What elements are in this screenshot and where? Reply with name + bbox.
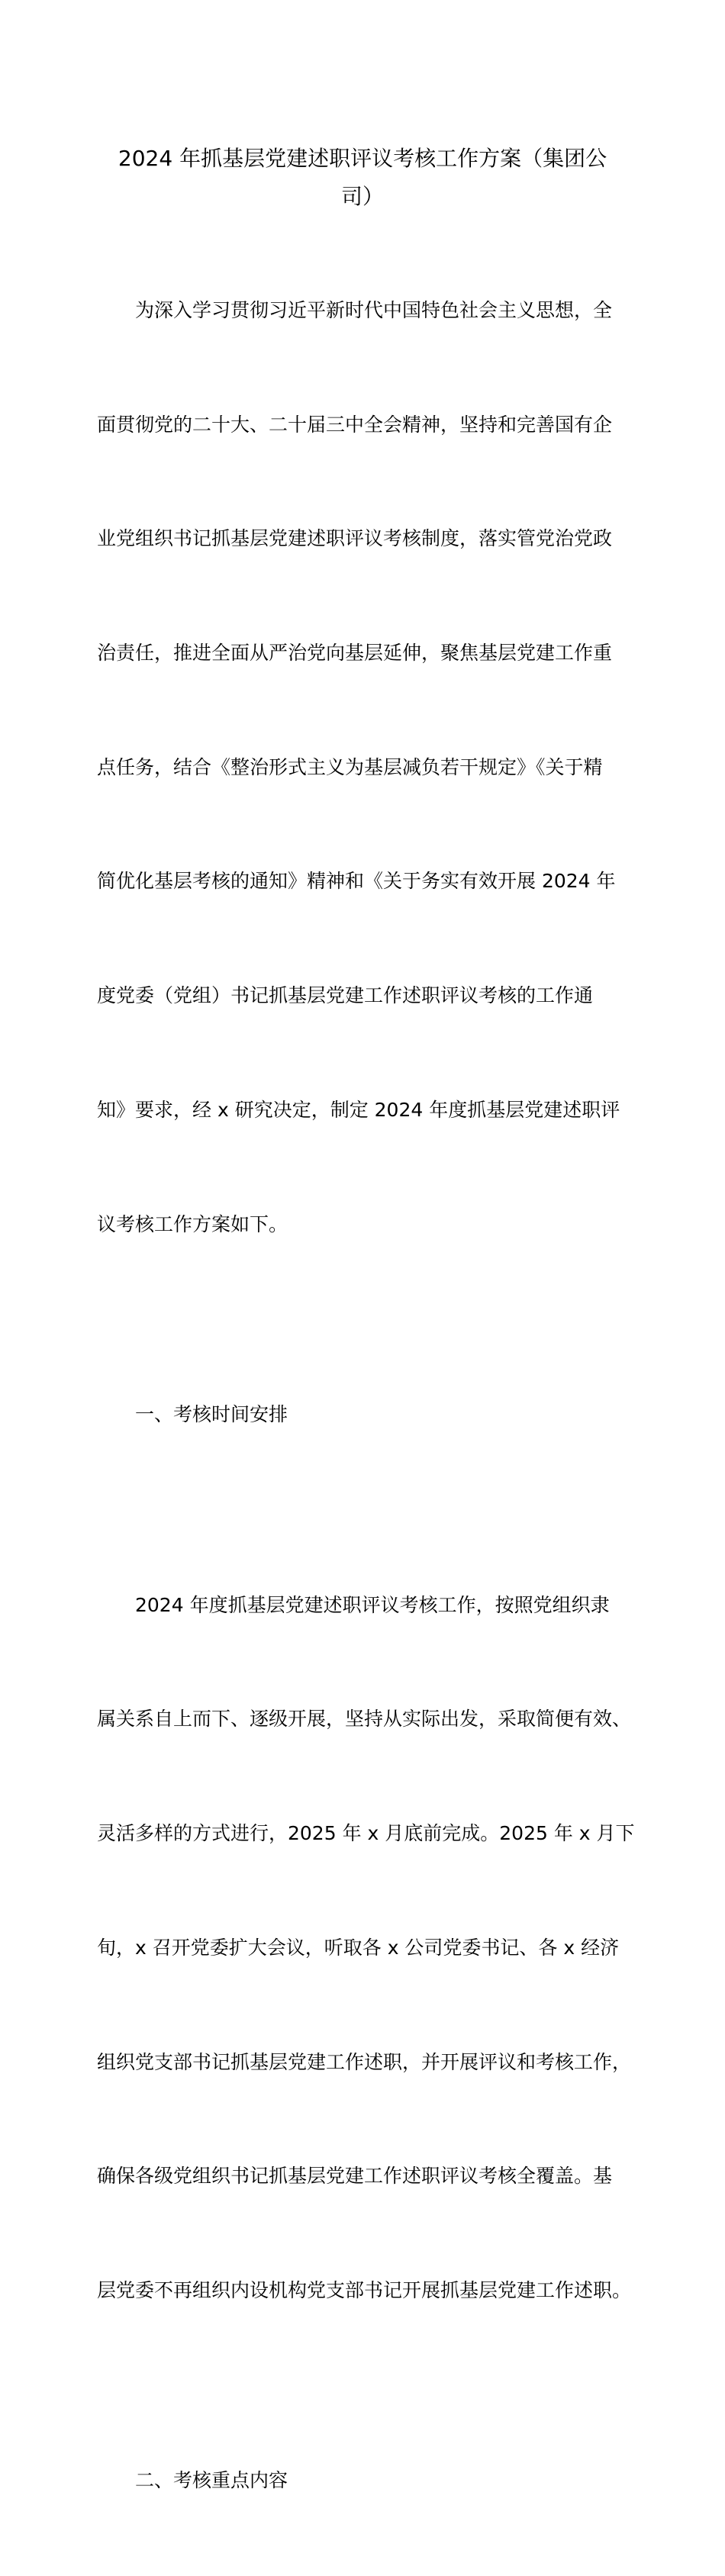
section-heading-text: 一、考核时间安排 bbox=[135, 1403, 288, 1426]
paragraph-line: 为深入学习贯彻习近平新时代中国特色社会主义思想，全 bbox=[135, 298, 613, 321]
paragraph-line: 简优化基层考核的通知》精神和《关于务实有效开展 2024 年 bbox=[97, 870, 616, 893]
paragraph-line: 面贯彻党的二十大、二十届三中全会精神，坚持和完善国有企 bbox=[97, 413, 613, 436]
paragraph-line: 灵活多样的方式进行，2025 年 x 月底前完成。2025 年 x 月下 bbox=[97, 1822, 635, 1845]
paragraph-line: 组织党支部书记抓基层党建工作述职，并开展评议和考核工作， bbox=[97, 2050, 632, 2073]
schedule-paragraph bbox=[97, 1510, 635, 2386]
section-heading-text: 二、考核重点内容 bbox=[135, 2469, 288, 2492]
paragraph-line: 点任务，结合《整治形式主义为基层减负若干规定》《关于精 bbox=[97, 755, 603, 778]
paragraph-line: 属关系自上而下、逐级开展，坚持从实际出发，采取简便有效、 bbox=[97, 1708, 632, 1731]
paragraph-line: 议考核工作方案如下。 bbox=[97, 1212, 288, 1235]
section-heading bbox=[97, 2386, 631, 2576]
paragraph-line: 度党委（党组）书记抓基层党建工作述职评议考核的工作通 bbox=[97, 984, 594, 1007]
document-body bbox=[97, 215, 635, 2576]
paragraph-line: 业党组织书记抓基层党建述职评议考核制度，落实管党治党政 bbox=[97, 527, 613, 550]
intro-paragraph bbox=[97, 215, 631, 1319]
document-title bbox=[107, 140, 618, 216]
paragraph-line: 治责任，推进全面从严治党向基层延伸，聚焦基层党建工作重 bbox=[97, 641, 613, 664]
paragraph-line: 层党委不再组织内设机构党支部书记开展抓基层党建工作述职。 bbox=[97, 2278, 632, 2301]
paragraph-line: 旬，x 召开党委扩大会议，听取各 x 公司党委书记、各 x 经济 bbox=[97, 1936, 620, 1959]
title-line: 2024 年抓基层党建述职评议考核工作方案（集团公 bbox=[118, 146, 607, 171]
paragraph-line: 2024 年度抓基层党建述职评议考核工作，按照党组织隶 bbox=[135, 1593, 610, 1616]
title-line: 司） bbox=[340, 184, 384, 209]
paragraph-line: 知》要求，经 x 研究决定，制定 2024 年度抓基层党建述职评 bbox=[97, 1098, 620, 1121]
section-heading bbox=[97, 1319, 631, 1510]
paragraph-line: 确保各级党组织书记抓基层党建工作述职评议考核全覆盖。基 bbox=[97, 2165, 613, 2188]
